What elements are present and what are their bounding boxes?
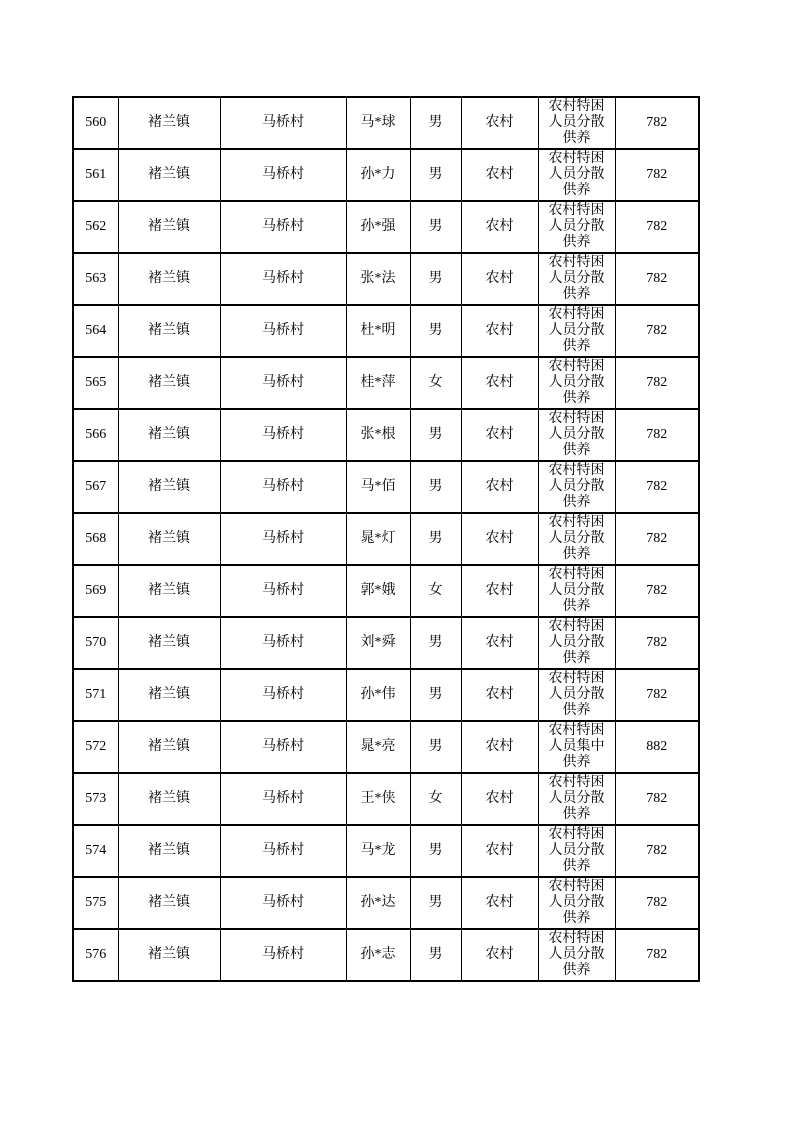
cell-gender: 女 (410, 773, 461, 825)
cell-serial-number: 566 (73, 409, 118, 461)
cell-village: 马桥村 (220, 357, 346, 409)
table-row (73, 565, 699, 617)
cell-village: 马桥村 (220, 513, 346, 565)
cell-serial-number: 567 (73, 461, 118, 513)
cell-person-name: 晁*亮 (346, 721, 410, 773)
cell-area-type: 农村 (461, 669, 538, 721)
cell-gender: 男 (410, 617, 461, 669)
cell-person-name: 孙*伟 (346, 669, 410, 721)
cell-town: 褚兰镇 (118, 565, 220, 617)
cell-area-type: 农村 (461, 201, 538, 253)
cell-support-category: 农村特困人员分散供养 (538, 929, 615, 981)
cell-village: 马桥村 (220, 825, 346, 877)
cell-area-type: 农村 (461, 721, 538, 773)
cell-amount: 782 (615, 461, 699, 513)
cell-serial-number: 563 (73, 253, 118, 305)
cell-person-name: 张*法 (346, 253, 410, 305)
cell-village: 马桥村 (220, 253, 346, 305)
cell-amount: 782 (615, 253, 699, 305)
cell-village: 马桥村 (220, 305, 346, 357)
cell-serial-number: 568 (73, 513, 118, 565)
cell-gender: 男 (410, 513, 461, 565)
cell-amount: 782 (615, 929, 699, 981)
cell-amount: 782 (615, 201, 699, 253)
cell-support-category: 农村特困人员分散供养 (538, 825, 615, 877)
cell-gender: 男 (410, 877, 461, 929)
cell-serial-number: 570 (73, 617, 118, 669)
cell-gender: 男 (410, 409, 461, 461)
cell-support-category: 农村特困人员分散供养 (538, 565, 615, 617)
table-row (73, 669, 699, 721)
cell-town: 褚兰镇 (118, 877, 220, 929)
cell-area-type: 农村 (461, 773, 538, 825)
cell-serial-number: 572 (73, 721, 118, 773)
cell-serial-number: 574 (73, 825, 118, 877)
cell-area-type: 农村 (461, 357, 538, 409)
cell-area-type: 农村 (461, 149, 538, 201)
cell-town: 褚兰镇 (118, 97, 220, 149)
cell-town: 褚兰镇 (118, 721, 220, 773)
cell-amount: 782 (615, 565, 699, 617)
cell-town: 褚兰镇 (118, 461, 220, 513)
table-row (73, 877, 699, 929)
cell-village: 马桥村 (220, 97, 346, 149)
cell-amount: 782 (615, 617, 699, 669)
cell-town: 褚兰镇 (118, 253, 220, 305)
cell-town: 褚兰镇 (118, 201, 220, 253)
cell-area-type: 农村 (461, 877, 538, 929)
cell-support-category: 农村特困人员分散供养 (538, 253, 615, 305)
cell-town: 褚兰镇 (118, 149, 220, 201)
cell-gender: 男 (410, 461, 461, 513)
cell-gender: 女 (410, 357, 461, 409)
cell-area-type: 农村 (461, 825, 538, 877)
cell-serial-number: 575 (73, 877, 118, 929)
cell-area-type: 农村 (461, 929, 538, 981)
cell-amount: 782 (615, 825, 699, 877)
cell-serial-number: 571 (73, 669, 118, 721)
cell-village: 马桥村 (220, 149, 346, 201)
cell-area-type: 农村 (461, 565, 538, 617)
cell-amount: 782 (615, 669, 699, 721)
cell-town: 褚兰镇 (118, 929, 220, 981)
cell-area-type: 农村 (461, 461, 538, 513)
cell-gender: 女 (410, 565, 461, 617)
table-row (73, 409, 699, 461)
cell-village: 马桥村 (220, 617, 346, 669)
cell-area-type: 农村 (461, 409, 538, 461)
cell-gender: 男 (410, 253, 461, 305)
cell-area-type: 农村 (461, 617, 538, 669)
cell-amount: 782 (615, 357, 699, 409)
cell-village: 马桥村 (220, 461, 346, 513)
cell-gender: 男 (410, 201, 461, 253)
table-row (73, 201, 699, 253)
cell-village: 马桥村 (220, 565, 346, 617)
table-row (73, 461, 699, 513)
table-row (73, 305, 699, 357)
table-row (73, 149, 699, 201)
cell-support-category: 农村特困人员分散供养 (538, 773, 615, 825)
cell-person-name: 马*佰 (346, 461, 410, 513)
cell-area-type: 农村 (461, 253, 538, 305)
cell-serial-number: 564 (73, 305, 118, 357)
cell-gender: 男 (410, 929, 461, 981)
cell-gender: 男 (410, 149, 461, 201)
cell-person-name: 孙*志 (346, 929, 410, 981)
cell-gender: 男 (410, 721, 461, 773)
cell-support-category: 农村特困人员分散供养 (538, 149, 615, 201)
cell-amount: 782 (615, 305, 699, 357)
welfare-roster-table (72, 96, 700, 982)
cell-amount: 782 (615, 513, 699, 565)
cell-person-name: 刘*舜 (346, 617, 410, 669)
cell-person-name: 孙*力 (346, 149, 410, 201)
cell-support-category: 农村特困人员分散供养 (538, 357, 615, 409)
cell-serial-number: 569 (73, 565, 118, 617)
table-row (73, 825, 699, 877)
cell-person-name: 孙*强 (346, 201, 410, 253)
cell-town: 褚兰镇 (118, 513, 220, 565)
table-body (73, 97, 699, 981)
cell-village: 马桥村 (220, 929, 346, 981)
cell-amount: 882 (615, 721, 699, 773)
cell-town: 褚兰镇 (118, 825, 220, 877)
cell-area-type: 农村 (461, 513, 538, 565)
cell-gender: 男 (410, 97, 461, 149)
cell-serial-number: 576 (73, 929, 118, 981)
cell-town: 褚兰镇 (118, 773, 220, 825)
cell-support-category: 农村特困人员分散供养 (538, 617, 615, 669)
cell-amount: 782 (615, 773, 699, 825)
cell-village: 马桥村 (220, 773, 346, 825)
table-row (73, 721, 699, 773)
cell-person-name: 郭*娥 (346, 565, 410, 617)
cell-person-name: 张*根 (346, 409, 410, 461)
cell-gender: 男 (410, 825, 461, 877)
cell-area-type: 农村 (461, 97, 538, 149)
cell-support-category: 农村特困人员分散供养 (538, 201, 615, 253)
table-row (73, 617, 699, 669)
cell-village: 马桥村 (220, 409, 346, 461)
cell-village: 马桥村 (220, 669, 346, 721)
cell-support-category: 农村特困人员分散供养 (538, 461, 615, 513)
cell-support-category: 农村特困人员分散供养 (538, 877, 615, 929)
cell-area-type: 农村 (461, 305, 538, 357)
cell-person-name: 杜*明 (346, 305, 410, 357)
cell-person-name: 桂*萍 (346, 357, 410, 409)
cell-amount: 782 (615, 877, 699, 929)
cell-serial-number: 562 (73, 201, 118, 253)
cell-support-category: 农村特困人员分散供养 (538, 409, 615, 461)
cell-amount: 782 (615, 409, 699, 461)
cell-town: 褚兰镇 (118, 669, 220, 721)
table-row (73, 253, 699, 305)
cell-town: 褚兰镇 (118, 357, 220, 409)
table-row (73, 513, 699, 565)
table-row (73, 773, 699, 825)
table-row (73, 97, 699, 149)
cell-amount: 782 (615, 97, 699, 149)
cell-village: 马桥村 (220, 721, 346, 773)
cell-serial-number: 573 (73, 773, 118, 825)
cell-support-category: 农村特困人员集中供养 (538, 721, 615, 773)
cell-serial-number: 560 (73, 97, 118, 149)
cell-serial-number: 565 (73, 357, 118, 409)
cell-gender: 男 (410, 669, 461, 721)
cell-town: 褚兰镇 (118, 409, 220, 461)
table-row (73, 357, 699, 409)
cell-person-name: 王*侠 (346, 773, 410, 825)
cell-gender: 男 (410, 305, 461, 357)
cell-town: 褚兰镇 (118, 305, 220, 357)
cell-support-category: 农村特困人员分散供养 (538, 305, 615, 357)
cell-support-category: 农村特困人员分散供养 (538, 513, 615, 565)
cell-support-category: 农村特困人员分散供养 (538, 97, 615, 149)
cell-person-name: 晁*灯 (346, 513, 410, 565)
cell-serial-number: 561 (73, 149, 118, 201)
table-row (73, 929, 699, 981)
cell-town: 褚兰镇 (118, 617, 220, 669)
cell-support-category: 农村特困人员分散供养 (538, 669, 615, 721)
cell-amount: 782 (615, 149, 699, 201)
cell-person-name: 孙*达 (346, 877, 410, 929)
cell-village: 马桥村 (220, 201, 346, 253)
cell-person-name: 马*龙 (346, 825, 410, 877)
cell-village: 马桥村 (220, 877, 346, 929)
cell-person-name: 马*球 (346, 97, 410, 149)
